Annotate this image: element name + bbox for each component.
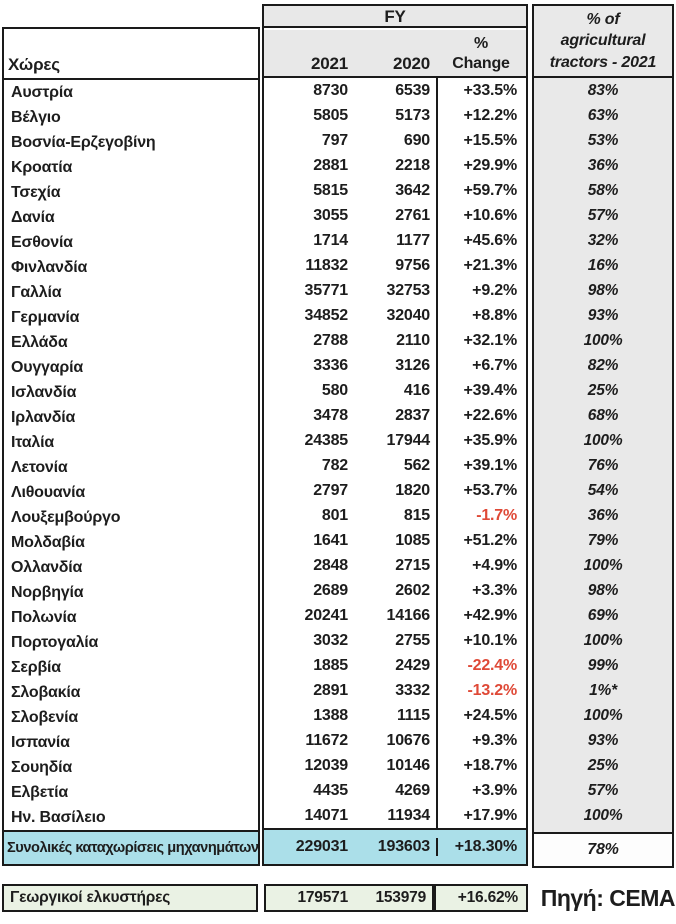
column-header-pct-change [436, 34, 526, 76]
value-2021: 797 [321, 132, 348, 149]
tractor-share-value: 68% [587, 407, 619, 424]
value-2020: 1820 [395, 482, 430, 499]
tractor-share-value: 36% [587, 157, 619, 174]
value-2021: 1388 [313, 707, 348, 724]
value-2020: 1177 [396, 232, 430, 249]
country-cell: Ουγγαρία [11, 359, 83, 376]
total-pct-change-value: +18.30% [436, 838, 526, 856]
country-cell: Τσεχία [11, 184, 61, 201]
table-row [264, 778, 526, 803]
pct-change-value: +10.1% [436, 628, 526, 653]
country-cell: Μολδαβία [11, 534, 85, 551]
tractor-share-value: 100% [583, 432, 623, 449]
table-row [264, 628, 526, 653]
table-row [264, 378, 526, 403]
tractor-share-value: 100% [583, 707, 623, 724]
table-row [264, 553, 526, 578]
value-2021: 3055 [313, 207, 348, 224]
tractor-share-value: 53% [587, 132, 619, 149]
country-cell: Λουξεμβούργο [11, 509, 121, 526]
column-header-2021: 2021 [310, 54, 348, 73]
value-2020: 2715 [395, 557, 430, 574]
value-2020: 2755 [395, 632, 430, 649]
country-cell: Αυστρία [11, 84, 73, 101]
tractor-header-line3: tractors - 2021 [549, 53, 657, 71]
table-row [264, 128, 526, 153]
pct-change-value: +22.6% [436, 403, 526, 428]
country-cell: Ιρλανδία [11, 409, 76, 426]
pct-change-value: +8.8% [436, 303, 526, 328]
value-2020: 6539 [395, 82, 430, 99]
pct-change-header-line1: % [473, 35, 489, 52]
tractor-share-value: 76% [587, 457, 619, 474]
tractor-share-value: 98% [587, 582, 619, 599]
pct-change-value: -22.4% [436, 653, 526, 678]
country-cell: Εσθονία [11, 234, 73, 251]
tractors-2021-value: 179571 [297, 889, 348, 906]
tractor-share-value: 100% [583, 632, 623, 649]
table-row [264, 228, 526, 253]
tractor-header-line1: % of [586, 10, 620, 28]
pct-change-value: +42.9% [436, 603, 526, 628]
value-2020: 9756 [395, 257, 430, 274]
value-2020: 14166 [386, 607, 430, 624]
country-cell: Γερμανία [11, 309, 80, 326]
tractor-share-column-header [534, 6, 672, 78]
fy-panel [262, 4, 528, 866]
country-cell: Ιταλία [11, 434, 54, 451]
table-row [264, 603, 526, 628]
country-cell: Ελλάδα [11, 334, 68, 351]
fy-subheader [264, 30, 526, 78]
value-2021: 20241 [304, 607, 348, 624]
value-2021: 3478 [313, 407, 348, 424]
pct-change-value: +51.2% [436, 528, 526, 553]
table-row [264, 478, 526, 503]
country-cell: Ελβετία [11, 784, 68, 801]
table-row [264, 303, 526, 328]
tractor-share-value: 63% [587, 107, 619, 124]
pct-change-value: +29.9% [436, 153, 526, 178]
pct-change-value: +9.2% [436, 278, 526, 303]
value-2020: 32040 [386, 307, 430, 324]
value-2021: 2891 [313, 682, 348, 699]
country-cell: Λιθουανία [11, 484, 86, 501]
value-2021: 11672 [305, 732, 348, 749]
pct-change-value: +33.5% [436, 78, 526, 103]
table-row [264, 328, 526, 353]
pct-change-value: +3.3% [436, 578, 526, 603]
country-cell: Λετονία [11, 459, 68, 476]
country-cell: Βέλγιο [11, 109, 61, 126]
value-2020: 11934 [387, 807, 430, 824]
tractor-rows [534, 78, 672, 828]
value-2020: 1085 [395, 532, 430, 549]
table-row [264, 678, 526, 703]
pct-change-value: +10.6% [436, 203, 526, 228]
table-row [264, 653, 526, 678]
value-2020: 2761 [395, 207, 430, 224]
country-rows [4, 80, 258, 830]
pct-change-value: +3.9% [436, 778, 526, 803]
value-2020: 2602 [395, 582, 430, 599]
pct-change-value: +39.1% [436, 453, 526, 478]
value-2021: 2689 [313, 582, 348, 599]
pct-change-value: +12.2% [436, 103, 526, 128]
country-cell: Σλοβενία [11, 709, 79, 726]
pct-change-value: +59.7% [436, 178, 526, 203]
value-2020: 4269 [395, 782, 430, 799]
tractors-2020-value: 153979 [375, 889, 426, 906]
pct-change-value: +6.7% [436, 353, 526, 378]
tractor-share-value: 1%* [589, 682, 617, 699]
country-cell: Βοσνία-Ερζεγοβίνη [11, 134, 156, 151]
tractor-share-value: 100% [583, 807, 623, 824]
table-row [264, 803, 526, 828]
value-2021: 24385 [304, 432, 348, 449]
country-cell: Πολωνία [11, 609, 77, 626]
value-2020: 2218 [395, 157, 430, 174]
country-cell: Σλοβακία [11, 684, 81, 701]
column-header-2020: 2020 [392, 54, 430, 73]
pct-change-value: -1.7% [436, 503, 526, 528]
table-row [264, 503, 526, 528]
value-2021: 2788 [313, 332, 348, 349]
table-row [264, 728, 526, 753]
table-row [264, 453, 526, 478]
tractor-share-value: 58% [587, 182, 619, 199]
country-cell: Φινλανδία [11, 259, 88, 276]
value-2020: 562 [403, 457, 430, 474]
total-2021-value: 229031 [295, 838, 348, 855]
table-row [264, 278, 526, 303]
pct-change-value: +24.5% [436, 703, 526, 728]
total-tractor-share-value: 78% [534, 832, 672, 866]
tractors-subtable-label: Γεωργικοί ελκυστήρες [2, 884, 258, 912]
pct-change-value: +53.7% [436, 478, 526, 503]
value-2021: 2848 [313, 557, 348, 574]
value-2021: 34852 [304, 307, 348, 324]
source-credit: Πηγή: CEMA [540, 885, 675, 911]
tractors-pct-change-value: +16.62% [434, 884, 528, 912]
tractor-share-value: 83% [587, 82, 619, 99]
value-2021: 1641 [313, 532, 348, 549]
value-2020: 3126 [395, 357, 430, 374]
value-2021: 3032 [313, 632, 348, 649]
value-2020: 1115 [396, 707, 430, 724]
country-cell: Σερβία [11, 659, 61, 676]
tractor-share-panel [532, 4, 674, 868]
value-2021: 801 [321, 507, 348, 524]
total-2020-value: 193603 [377, 838, 430, 855]
tractor-share-value: 54% [587, 482, 619, 499]
pct-change-value: -13.2% [436, 678, 526, 703]
value-2020: 3642 [395, 182, 430, 199]
table-row [264, 703, 526, 728]
value-2021: 12039 [304, 757, 348, 774]
tractor-share-value: 36% [587, 507, 619, 524]
countries-column-header: Χώρες [4, 29, 258, 80]
tractor-share-value: 57% [587, 207, 619, 224]
total-row-label: Συνολικές καταχωρίσεις μηχανημάτων [4, 830, 258, 864]
tractor-share-value: 93% [587, 307, 619, 324]
table-row [264, 403, 526, 428]
pct-change-value: +35.9% [436, 428, 526, 453]
pct-change-header-line2: Change [452, 55, 510, 72]
tractor-share-value: 100% [583, 557, 623, 574]
country-cell: Δανία [11, 209, 55, 226]
country-cell: Ολλανδία [11, 559, 83, 576]
table-row [264, 103, 526, 128]
table-row [264, 578, 526, 603]
pct-change-value: +32.1% [436, 328, 526, 353]
table-row [264, 353, 526, 378]
tractor-share-value: 57% [587, 782, 619, 799]
table-row [264, 528, 526, 553]
value-2021: 5805 [313, 107, 348, 124]
table-row [264, 253, 526, 278]
tractor-share-value: 16% [587, 257, 619, 274]
value-2020: 416 [403, 382, 430, 399]
value-2020: 690 [403, 132, 430, 149]
tractors-subtable-values [264, 884, 434, 912]
table-row [264, 153, 526, 178]
tractor-share-value: 69% [587, 607, 619, 624]
table-row [264, 178, 526, 203]
fy-column-group-header: FY [264, 6, 526, 28]
value-2020: 815 [403, 507, 430, 524]
country-cell: Σουηδία [11, 759, 73, 776]
value-2020: 10676 [386, 732, 430, 749]
pct-change-value: +9.3% [436, 728, 526, 753]
tractor-share-value: 25% [587, 757, 619, 774]
value-2020: 10146 [386, 757, 430, 774]
pct-change-value: +15.5% [436, 128, 526, 153]
value-2020: 3332 [395, 682, 430, 699]
value-2021: 35771 [304, 282, 348, 299]
pct-change-value: +17.9% [436, 803, 526, 828]
value-2020: 2429 [395, 657, 430, 674]
pct-change-value: +21.3% [436, 253, 526, 278]
table-row [264, 753, 526, 778]
country-cell: Ην. Βασίλειο [11, 809, 106, 826]
value-rows [264, 78, 526, 828]
pct-change-value: +45.6% [436, 228, 526, 253]
tractor-share-value: 99% [587, 657, 619, 674]
total-values-row [264, 828, 526, 864]
tractor-share-value: 79% [587, 532, 619, 549]
tractor-share-value: 100% [583, 332, 623, 349]
value-2021: 14071 [304, 807, 348, 824]
value-2020: 5173 [395, 107, 430, 124]
table-row [264, 78, 526, 103]
table-row [264, 203, 526, 228]
pct-change-value: +4.9% [436, 553, 526, 578]
tractor-share-value: 82% [587, 357, 619, 374]
tractor-share-value: 25% [587, 382, 619, 399]
table-row [264, 428, 526, 453]
value-2021: 5815 [313, 182, 348, 199]
value-2020: 32753 [386, 282, 430, 299]
value-2021: 8730 [313, 82, 348, 99]
pct-change-value: +39.4% [436, 378, 526, 403]
value-2021: 2797 [313, 482, 348, 499]
value-2021: 11832 [305, 257, 348, 274]
tractor-share-value: 32% [587, 232, 619, 249]
country-cell: Κροατία [11, 159, 73, 176]
value-2021: 1714 [313, 232, 348, 249]
country-cell: Ισλανδία [11, 384, 77, 401]
value-2020: 17944 [386, 432, 430, 449]
country-cell: Γαλλία [11, 284, 62, 301]
tractor-share-value: 93% [587, 732, 619, 749]
value-2021: 1885 [313, 657, 348, 674]
value-2021: 580 [321, 382, 348, 399]
country-cell: Πορτογαλία [11, 634, 99, 651]
tractor-header-line2: agricultural [560, 32, 646, 50]
value-2021: 782 [321, 457, 348, 474]
value-2020: 2110 [396, 332, 430, 349]
tractor-share-value: 98% [587, 282, 619, 299]
value-2020: 2837 [395, 407, 430, 424]
country-cell: Νορβηγία [11, 584, 84, 601]
pct-change-value: +18.7% [436, 753, 526, 778]
value-2021: 2881 [313, 157, 348, 174]
value-2021: 4435 [313, 782, 348, 799]
countries-panel [2, 27, 260, 866]
value-2021: 3336 [313, 357, 348, 374]
country-cell: Ισπανία [11, 734, 70, 751]
